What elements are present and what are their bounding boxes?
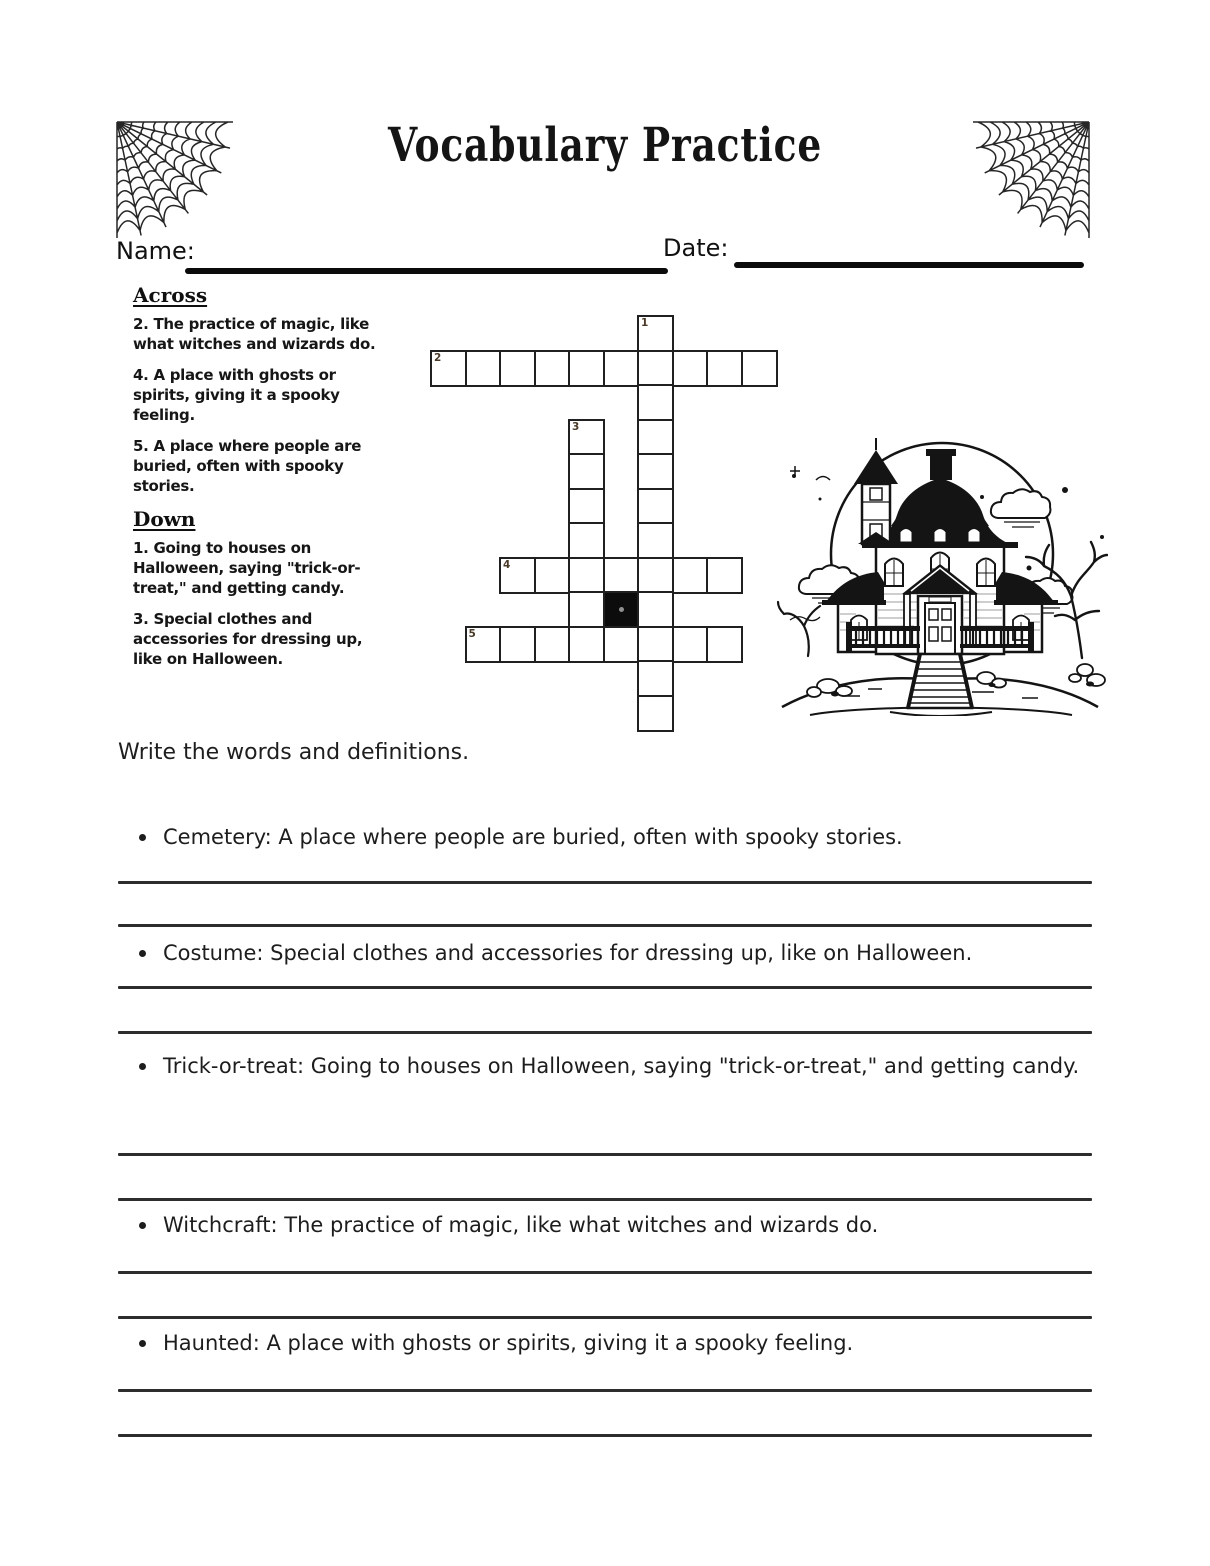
crossword-cell[interactable] xyxy=(534,626,571,663)
bullet-dot xyxy=(139,834,146,841)
block-dot xyxy=(619,607,624,612)
answer-line[interactable] xyxy=(118,1198,1092,1201)
down-clue: 3. Special clothes and accessories for dressing up, like on Halloween. xyxy=(133,610,363,668)
crossword-cell[interactable] xyxy=(706,350,743,387)
cell-number: 3 xyxy=(572,420,580,433)
crossword-cell[interactable] xyxy=(637,419,674,456)
crossword-cell[interactable] xyxy=(603,626,640,663)
crossword-cell[interactable] xyxy=(637,626,674,663)
down-heading: Down xyxy=(133,507,196,531)
sparkle-icon xyxy=(790,466,830,480)
crossword-cell[interactable] xyxy=(568,488,605,525)
definition-item: Costume: Special clothes and accessories for dressing up, like on Halloween. xyxy=(163,941,973,965)
crossword-cell[interactable] xyxy=(637,453,674,490)
cell-number: 1 xyxy=(641,317,649,329)
haunted-house-illustration xyxy=(772,424,1108,716)
crossword-cell[interactable] xyxy=(741,350,778,387)
answer-line[interactable] xyxy=(118,1031,1092,1034)
answer-line[interactable] xyxy=(118,881,1092,884)
date-label: Date: xyxy=(663,234,729,262)
crossword-cell[interactable] xyxy=(706,557,743,594)
cell-number: 2 xyxy=(434,351,442,364)
instruction-text: Write the words and definitions. xyxy=(118,740,470,765)
crossword-cell[interactable] xyxy=(637,315,674,352)
across-clue: 2. The practice of magic, like what witches and wizards do. xyxy=(133,315,376,353)
crossword-cell[interactable] xyxy=(499,557,536,594)
answer-line[interactable] xyxy=(118,1434,1092,1437)
answer-line[interactable] xyxy=(118,1389,1092,1392)
bullet-dot xyxy=(139,950,146,957)
crossword-cell[interactable] xyxy=(603,557,640,594)
down-clues xyxy=(133,538,381,669)
crossword-cell[interactable] xyxy=(465,626,502,663)
crossword-block-cell xyxy=(603,591,640,628)
crossword-cell[interactable] xyxy=(603,350,640,387)
crossword-cell[interactable] xyxy=(637,591,674,628)
definition-item: Witchcraft: The practice of magic, like what witches and wizards do. xyxy=(163,1213,879,1237)
crossword-cell[interactable] xyxy=(534,557,571,594)
clues-panel xyxy=(133,283,381,680)
crossword-cell[interactable] xyxy=(637,660,674,697)
crossword-cell[interactable] xyxy=(534,350,571,387)
bullet-dot xyxy=(139,1063,146,1070)
definition-item: Haunted: A place with ghosts or spirits, giving it a spooky feeling. xyxy=(163,1331,854,1355)
crossword-cell[interactable] xyxy=(568,557,605,594)
crossword-cell[interactable] xyxy=(568,591,605,628)
crossword-cell[interactable] xyxy=(672,557,709,594)
crossword-cell[interactable] xyxy=(637,557,674,594)
dormer-windows xyxy=(891,500,989,542)
crossword-cell[interactable] xyxy=(637,522,674,559)
name-label: Name: xyxy=(116,237,195,265)
crossword-cell[interactable] xyxy=(568,626,605,663)
bullet-dot xyxy=(139,1340,146,1347)
page-title: Vocabulary Practice xyxy=(387,118,823,173)
crossword-cell[interactable] xyxy=(568,350,605,387)
crossword-cell[interactable] xyxy=(637,488,674,525)
down-clue: 1. Going to houses on Halloween, saying "trick-or-treat," and getting candy. xyxy=(133,539,361,597)
crossword-cell[interactable] xyxy=(499,350,536,387)
stairs xyxy=(890,654,992,716)
cell-number: 4 xyxy=(503,558,511,571)
answer-line[interactable] xyxy=(118,1316,1092,1319)
definition-item: Trick-or-treat: Going to houses on Halloween, saying "trick-or-treat," and getting candy. xyxy=(163,1054,1080,1078)
across-clue: 5. A place where people are buried, often with spooky stories. xyxy=(133,437,362,495)
answer-line[interactable] xyxy=(118,1271,1092,1274)
date-input-line[interactable] xyxy=(734,262,1084,268)
crossword-cell[interactable] xyxy=(672,350,709,387)
across-clues xyxy=(133,314,381,496)
crossword-cell[interactable] xyxy=(430,350,467,387)
crossword-cell[interactable] xyxy=(568,522,605,559)
across-heading: Across xyxy=(133,283,208,307)
crossword-cell[interactable] xyxy=(637,350,674,387)
crossword-cell[interactable] xyxy=(499,626,536,663)
answer-line[interactable] xyxy=(118,924,1092,927)
crossword-cell[interactable] xyxy=(706,626,743,663)
crossword-cell[interactable] xyxy=(637,695,674,732)
crossword-cell[interactable] xyxy=(637,384,674,421)
crossword-cell[interactable] xyxy=(568,419,605,456)
crossword-cell[interactable] xyxy=(672,626,709,663)
cell-number: 5 xyxy=(468,627,476,640)
answer-line[interactable] xyxy=(118,986,1092,989)
answer-line[interactable] xyxy=(118,1153,1092,1156)
crossword-cell[interactable] xyxy=(465,350,502,387)
definition-item: Cemetery: A place where people are buried, often with spooky stories. xyxy=(163,825,903,849)
crossword-cell[interactable] xyxy=(568,453,605,490)
crossword-grid xyxy=(430,315,780,735)
bullet-dot xyxy=(139,1222,146,1229)
name-input-line[interactable] xyxy=(185,268,668,274)
across-clue: 4. A place with ghosts or spirits, giving it a spooky feeling. xyxy=(133,366,340,424)
